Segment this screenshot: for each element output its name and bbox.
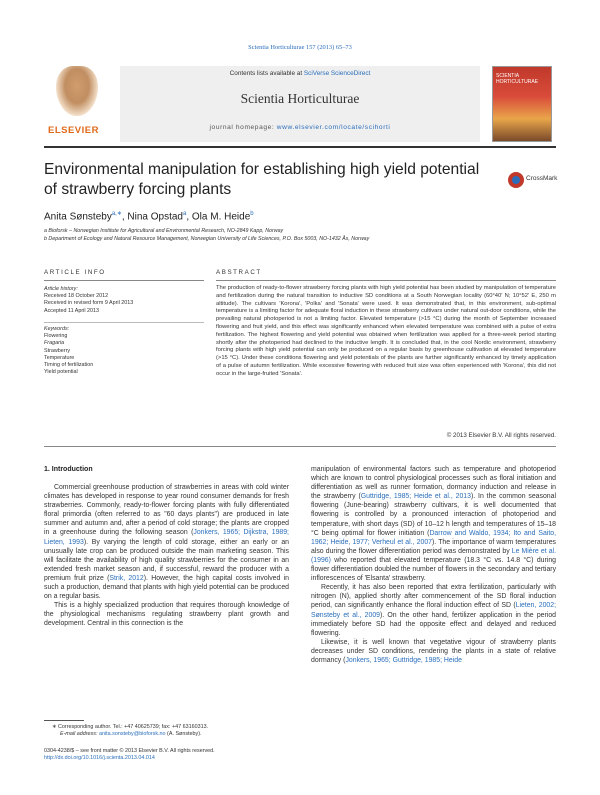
citation-link[interactable]: Guttridge, 1985; Heide et al., 2013: [360, 493, 471, 501]
email-suffix: (A. Sønsteby).: [165, 731, 202, 737]
journal-cover-image: [492, 66, 552, 142]
text: Commercial greenhouse production of strawberries in areas with cold winter climates has developed in response to year round consumer demands for fresh strawberries. Commonly, ready-to-flower forcing plants with fully differentiated floral primordia (often referred to as "60 days plants") are produced in late summer and autumn and, after a period of cold storage; the plants are cropped in a greenhouse during the following season (: [44, 484, 289, 537]
keyword: Temperature: [44, 354, 75, 361]
tree-emblem-icon: [56, 66, 98, 116]
crossmark-icon: [508, 172, 524, 188]
citation-link[interactable]: Strik, 2012: [109, 574, 144, 582]
text: ). The importance of warm temperatures also during the flower differentiation period was demonstrated by: [311, 538, 556, 555]
author-affiliation-mark[interactable]: a,∗: [111, 211, 122, 217]
text: ). However, the high capital costs involved in such a production, demand that plants with high yield potential can be produced on a regular basis.: [44, 574, 289, 601]
homepage-prefix: journal homepage:: [209, 124, 277, 131]
journal-header: [120, 66, 480, 142]
elsevier-logo: [46, 66, 110, 136]
citation-link[interactable]: Lieten, 2002; Sønsteby et al., 2009: [311, 602, 556, 619]
keyword: Yield potential: [44, 369, 78, 376]
author-name[interactable]: Nina Opstad: [127, 211, 183, 223]
citation-link[interactable]: Jonkers, 1965; Guttridge, 1985; Heide: [345, 656, 462, 664]
affiliation: a Bioforsk – Norwegian Institute for Agricultural and Environmental Research, NO-2849 Kapp, Norway: [44, 228, 284, 234]
abstract-copyright: © 2013 Elsevier B.V. All rights reserved.: [446, 432, 556, 439]
email-label: E-mail address:: [60, 731, 99, 737]
abstract-heading: ABSTRACT: [216, 269, 262, 276]
citation-link[interactable]: Jonkers, 1965; Dijkstra, 1989; Lieten, 1993: [44, 529, 289, 546]
journal-title: Scientia Horticulturae: [240, 91, 360, 106]
history-item: Accepted 11 April 2013: [44, 307, 100, 314]
citation-link[interactable]: Darrow and Waldo, 1934; Ito and Saito, 1962; Heide, 1977; Verheul et al., 2007: [311, 529, 557, 546]
keyword: Timing of fertilization: [44, 362, 94, 369]
article-info-rule: [44, 280, 204, 281]
section-heading-introduction: 1. Introduction: [44, 466, 93, 473]
author-affiliation-mark[interactable]: b: [250, 211, 254, 217]
homepage-link[interactable]: www.elsevier.com/locate/scihorti: [276, 124, 391, 131]
publisher-name: ELSEVIER: [48, 125, 99, 136]
cover-title: SCIENTIA HORTICULTURAE: [496, 73, 539, 85]
author-name[interactable]: Ola M. Heide: [191, 211, 251, 223]
issn-line: 0304-4238/$ – see front matter © 2013 Elsevier B.V. All rights reserved.: [44, 748, 215, 754]
abstract-text: The production of ready-to-flower strawberry forcing plants with high yield potential has been studied by manipulation of temperature and fertilization during the natural transition to inductive SD conditions at a South Norwegian locality (60°40′ N; 10°52′ E, 250 m altitude). The cultivars 'Korona', 'Polka' and 'Sonata' were used. It was demonstrated that, in this environment, sub-optimal temperature is a limiting factor for adequate floral induction in these strawberry cultivars under natural out-door conditions, while the prevailing natural photoperiod is not a limiting factor. Elevated temperature (>15 °C) during the month of September increased flowering and fruit yield, and this effect was significantly enhanced when elevated temperature was combined with a pulse of extra fertilization. The highest flowering and yield potential was obtained when fertilization was applied for a three-week period starting shortly after the photoperiod had declined to the inductive length. It is concluded that, in the cool Nordic environment, strawberry forcing plants with high yield potential can only be produced on a regular basis by greenhouse cultivation at elevated temperature (>15 °C). Under these conditions flowering and yield potentials of the plants are further significantly enhanced by timely application of a pulse of autumn fertilization. While excessive flowering with reduced fruit size was often experienced with 'Korona', this did not occur in the large-fruited 'Sonata'.: [216, 285, 556, 377]
paragraph: [44, 483, 289, 601]
corresponding-author: ∗ Corresponding author. Tel.: +47 40625739; fax: +47 63160313.: [52, 724, 209, 730]
text: who reported that elevated temperature (18.3 °C vs. 14.8 °C) during flower differentiation doubled the number of flowers in the secondary and tertiary inflorescences of 'Elsanta' strawberry.: [311, 556, 557, 583]
keyword: Strawberry: [44, 347, 71, 354]
contents-prefix: Contents lists available at: [229, 70, 304, 77]
text: Likewise, it is well known that vegetative vigour of strawberry plants decreases under SD conditions, rendering the plants in a state of relative dormancy (: [311, 638, 556, 664]
info-divider: [44, 322, 204, 323]
keywords: [44, 326, 204, 376]
history-item: Received 18 October 2012: [44, 293, 109, 300]
left-column: [44, 483, 289, 629]
text: ). In the common seasonal flowering (June-bearing) strawberry cultivars, it is well documented that flowering is controlled by a pronounced interaction of photoperiod and temperature, with short days (SD) of 10–12 h length and temperatures of 15–18 °C being optimal for flower initiation (: [311, 493, 556, 537]
author-list: Anita Sønsteby$^{a,∗}$, Nina Opstad$^a$, Ola M. Heide$^b$: [44, 211, 254, 223]
article-info-heading: ARTICLE INFO: [44, 269, 106, 276]
paragraph: [311, 638, 556, 665]
doi-link[interactable]: http://dx.doi.org/10.1016/j.scienta.2013.04.014: [44, 755, 155, 761]
publication-info: [44, 748, 344, 762]
abstract-bottom-rule: [44, 446, 556, 447]
text: Recently, it has also been reported that extra fertilization, particularly with nitrogen (N), applied shortly after commencement of the SD floral induction period, can significantly enhance the floral induction effect of SD (: [311, 584, 556, 610]
keyword: Fragaria: [44, 340, 65, 347]
keyword: Flowering: [44, 333, 68, 340]
abstract-rule: [216, 280, 556, 281]
paragraph: [311, 465, 556, 583]
right-column: [311, 465, 556, 665]
citation-link[interactable]: Le Mière et al. (1996): [311, 547, 556, 564]
header-divider: [44, 146, 556, 148]
email-link[interactable]: anita.sonsteby@bioforsk.no: [98, 731, 166, 737]
text: ). On the other hand, fertilizer application in the period immediately before SD had the opposite effect and delayed and reduced flowering.: [311, 611, 556, 637]
article-title: Environmental manipulation for establishing high yield potential of strawberry forcing plants: [44, 161, 480, 198]
contents-line: [120, 70, 480, 77]
author-affiliation-mark[interactable]: a: [183, 211, 187, 217]
keywords-label: Keywords:: [44, 326, 70, 332]
history-item: Received in revised form 9 April 2013: [44, 300, 134, 307]
affiliation: b Department of Ecology and Natural Resource Management, Norwegian University of Life Sciences, P.O. Box 5003, NO-1432 Ås, Norway: [44, 236, 370, 242]
journal-reference[interactable]: Scientia Horticulturae 157 (2013) 65–73: [248, 44, 352, 51]
crossmark-button[interactable]: [508, 170, 558, 192]
sciencedirect-link[interactable]: SciVerse ScienceDirect: [303, 70, 371, 77]
text: ). By varying the length of cold storage, either an early or an unusually late crop can be produced outside the main marketing season. This will facilitate the availability of high quality strawberries for the consumer in an extended fresh market season and, if successful, reward the producer with a premium fruit prize (: [44, 538, 290, 582]
email-line: [52, 731, 292, 738]
text: manipulation of environmental factors such as temperature and photoperiod which are known to control physiological processes such as floral initiation and differentiation as well as runner formation, dormancy induction and release in the strawberry (: [311, 466, 556, 501]
footnote-rule: [44, 720, 84, 721]
article-history: [44, 286, 204, 315]
history-label: Article history:: [44, 286, 78, 292]
paragraph: This is a highly specialized production that requires thorough knowledge of the physiological mechanisms regulating strawberry plant growth and development. Central in this connection is the: [44, 602, 289, 628]
footnote-corresponding: [52, 724, 292, 738]
author-name[interactable]: Anita Sønsteby: [44, 211, 112, 223]
homepage-line: [120, 124, 480, 131]
paragraph: [311, 583, 556, 638]
crossmark-label: CrossMark: [526, 175, 558, 182]
